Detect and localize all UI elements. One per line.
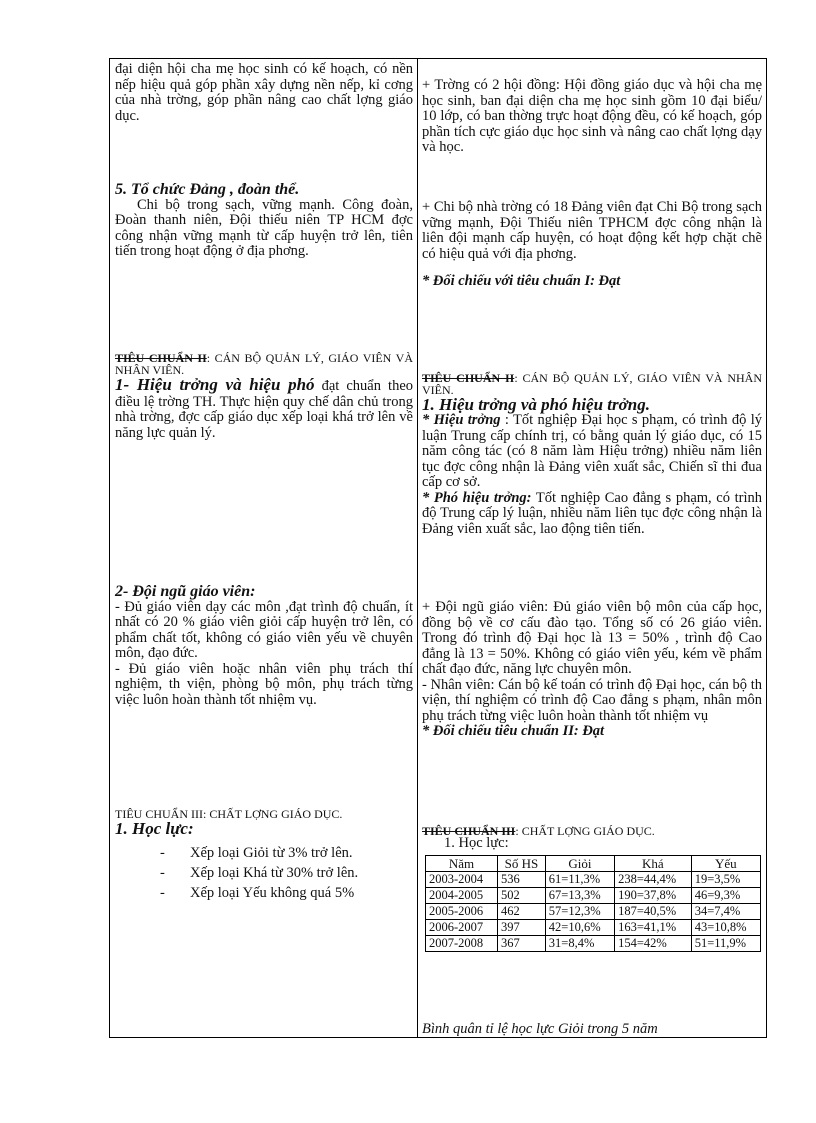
left-teachers-text2: - Đủ giáo viên hoặc nhân viên phụ trách thí nghiệm, th viện, phòng bộ môn, phụ trách từng việc luôn hoàn thành tốt nhiệm vụ.	[115, 660, 413, 708]
right-std3-prefix: TIÊU CHUẨN III	[422, 824, 516, 838]
left-std3-heading: TIÊU CHUẨN III: CHẤT LỢNG GIÁO DỤC.	[115, 807, 343, 821]
table-cell: 397	[498, 920, 546, 936]
list-item	[160, 845, 412, 861]
list-item	[160, 885, 412, 901]
left-teachers-text1: - Đủ giáo viên dạy các môn ,đạt trình độ chuẩn, ít nhất có 20 % giáo viên giỏi cấp huyện trở lên, có phẩm chất tốt, không có giáo viên yếu về chuyên môn, đạo đức.	[115, 598, 413, 661]
right-teachers-text2: - Nhân viên: Cán bộ kế toán có trình độ Đại học, cán bộ th viện, thí nghiệm có trình độ Cao đẳng s phạm, nhân môn phụ trách từng việc luôn hoàn thành tốt nhiệm vụ	[422, 676, 762, 724]
table-cell: 61=11,3%	[545, 872, 614, 888]
table-cell: 51=11,9%	[691, 936, 760, 952]
bullet-text: Xếp loại Yếu không quá 5%	[190, 885, 355, 901]
table-row	[426, 888, 761, 904]
list-item	[160, 865, 412, 881]
right-compare-2: * Đối chiếu tiêu chuẩn II: Đạt	[422, 723, 605, 739]
left-org-text: Chi bộ trong sạch, vững mạnh. Công đoàn, Đoàn thanh niên, Đội thiếu niên TP HCM đợc công nhận vững mạnh từ cấp huyện trở lên, tiên tiến trong hoạt động ở địa phơng.	[115, 196, 413, 259]
right-principal-label: * Hiệu trởng	[422, 412, 501, 428]
table-cell: 67=13,3%	[545, 888, 614, 904]
grades-table	[425, 855, 761, 952]
right-vice	[422, 491, 762, 538]
table-cell: 2003-2004	[426, 872, 498, 888]
table-cell: 238=44,4%	[615, 872, 692, 888]
right-principal	[422, 413, 762, 491]
table-cell: 536	[498, 872, 546, 888]
left-standard-3	[115, 808, 413, 837]
table-row	[426, 872, 761, 888]
bullet-mark: -	[160, 885, 165, 901]
left-org-title: 5. Tổ chức Đảng , đoàn thể.	[115, 181, 300, 198]
left-bullet-list	[160, 845, 412, 905]
col-header: Giỏi	[545, 856, 614, 872]
table-cell: 2004-2005	[426, 888, 498, 904]
bullet-mark: -	[160, 865, 165, 881]
left-std2-prefix: TIÊU CHUẨN II	[115, 351, 207, 365]
col-header: Năm	[426, 856, 498, 872]
left-intro: đại diện hội cha mẹ học sinh có kế hoạch, có nền nếp hiệu quả góp phần xây dựng nền nếp, kỉ cơng của nhà trờng, góp phần nâng cao chất lợng giáo dục.	[115, 61, 413, 124]
right-board-text: + Trờng có 2 hội đồng: Hội đồng giáo dục và hội cha mẹ học sinh, ban đại diện cha mẹ học sinh gồm 10 đại biểu/ 10 lớp, có ban thờng trực hoạt động đều, có kế hoạch, góp phần tích cực giáo dục học sinh và nâng cao chất lợng dạy và học.	[422, 77, 762, 155]
table-cell: 2007-2008	[426, 936, 498, 952]
right-party	[422, 200, 762, 290]
table-row	[426, 904, 761, 920]
right-vice-text: Tốt nghiệp Cao đẳng s phạm, có trình độ Trung cấp lý luận, nhiều năm liên tục đợc công nhận là Đảng viên xuất sắc, lao động tiên tiến.	[422, 489, 763, 537]
left-std2-rest: : CÁN BỘ QUẢN LÝ, GIÁO VIÊN VÀ NHÂN VIÊN.	[115, 351, 413, 377]
right-standard-3	[422, 825, 762, 849]
right-standard-2	[422, 372, 762, 537]
left-principal-title: 1- Hiệu trởng và hiệu phó	[115, 375, 315, 394]
right-teachers	[422, 600, 762, 740]
right-vice-label: * Phó hiệu trởng:	[422, 489, 532, 506]
right-footer-text: Bình quân tỉ lệ học lực Giỏi trong 5 năm	[422, 1022, 658, 1036]
right-party-text: + Chi bộ nhà trờng có 18 Đảng viên đạt Chi Bộ trong sạch vững mạnh, Đội Thiếu niên TPHCM đợc công nhận là liên đội mạnh cấp huyện, có hoạt động kết hợp chặt chẽ có hiệu quả với địa phơng.	[422, 199, 762, 262]
table-cell: 163=41,1%	[615, 920, 692, 936]
left-teachers	[115, 584, 413, 708]
right-std2-heading	[422, 372, 762, 396]
left-teachers-title: 2- Đội ngũ giáo viên:	[115, 583, 256, 600]
table-cell: 42=10,6%	[545, 920, 614, 936]
bullet-text: Xếp loại Khá từ 30% trở lên.	[190, 865, 359, 881]
table-cell: 2005-2006	[426, 904, 498, 920]
table-cell: 43=10,8%	[691, 920, 760, 936]
table-cell: 46=9,3%	[691, 888, 760, 904]
right-teachers-text1: + Đội ngũ giáo viên: Đủ giáo viên bộ môn của cấp học, đồng bộ về cơ cấu đào tạo. Tổng số có 26 giáo viên. Trong đó trình độ Đại học là 13 = 50% , trình độ Cao đẳng là 13 = 50%. Không có giáo viên yếu, kém về phẩm chất đạo đức, năng lực chuyên môn.	[422, 599, 762, 677]
left-learning-title: 1. Học lực:	[115, 819, 194, 838]
right-principal-text: : Tốt nghiệp Đại học s phạm, có trình độ lý luận Trung cấp chính trị, có bằng quản lý giáo dục, có 15 năm công tác (có 8 năm làm Hiệu trởng) nhiều năm liên tục đợc công nhận là Đảng viên xuất sắc, Chiến sĩ thi đua cấp cơ sở.	[422, 412, 762, 490]
col-header: Khá	[615, 856, 692, 872]
table-cell: 34=7,4%	[691, 904, 760, 920]
left-principal-text: đạt chuẩn theo điều lệ trờng TH. Thực hiện quy chế dân chủ trong nhà trờng, đợc cấp giáo dục xếp loại khá trở lên về năng lực quản lý.	[115, 378, 413, 441]
right-compare-1: * Đối chiếu với tiêu chuẩn I: Đạt	[422, 273, 621, 289]
left-principal	[115, 376, 413, 441]
bullet-text: Xếp loại Giỏi từ 3% trở lên.	[190, 845, 353, 861]
table-row	[426, 920, 761, 936]
left-org-section	[115, 182, 413, 260]
table-cell: 187=40,5%	[615, 904, 692, 920]
table-cell: 57=12,3%	[545, 904, 614, 920]
table-cell: 367	[498, 936, 546, 952]
right-learning-title: 1. Học lực:	[444, 835, 509, 851]
column-divider	[417, 58, 418, 1038]
table-cell: 31=8,4%	[545, 936, 614, 952]
col-header: Yếu	[691, 856, 760, 872]
table-header-row	[426, 856, 761, 872]
right-principal-title: 1. Hiệu trởng và phó hiệu trởng.	[422, 395, 650, 414]
left-std2-heading	[115, 352, 413, 376]
table-cell: 190=37,8%	[615, 888, 692, 904]
right-std2-prefix: TIÊU CHUẨN II	[422, 371, 515, 385]
table-cell: 2006-2007	[426, 920, 498, 936]
bullet-mark: -	[160, 845, 165, 861]
table-cell: 462	[498, 904, 546, 920]
table-cell: 154=42%	[615, 936, 692, 952]
left-standard-2	[115, 352, 413, 441]
table-row	[426, 936, 761, 952]
top-border	[109, 58, 767, 59]
col-header: Số HS	[498, 856, 546, 872]
table-cell: 19=3,5%	[691, 872, 760, 888]
table-cell: 502	[498, 888, 546, 904]
right-std2-rest: : CÁN BỘ QUẢN LÝ, GIÁO VIÊN VÀ NHÂN VIÊN.	[422, 371, 763, 397]
right-std3-rest: : CHẤT LỢNG GIÁO DỤC.	[515, 824, 655, 838]
